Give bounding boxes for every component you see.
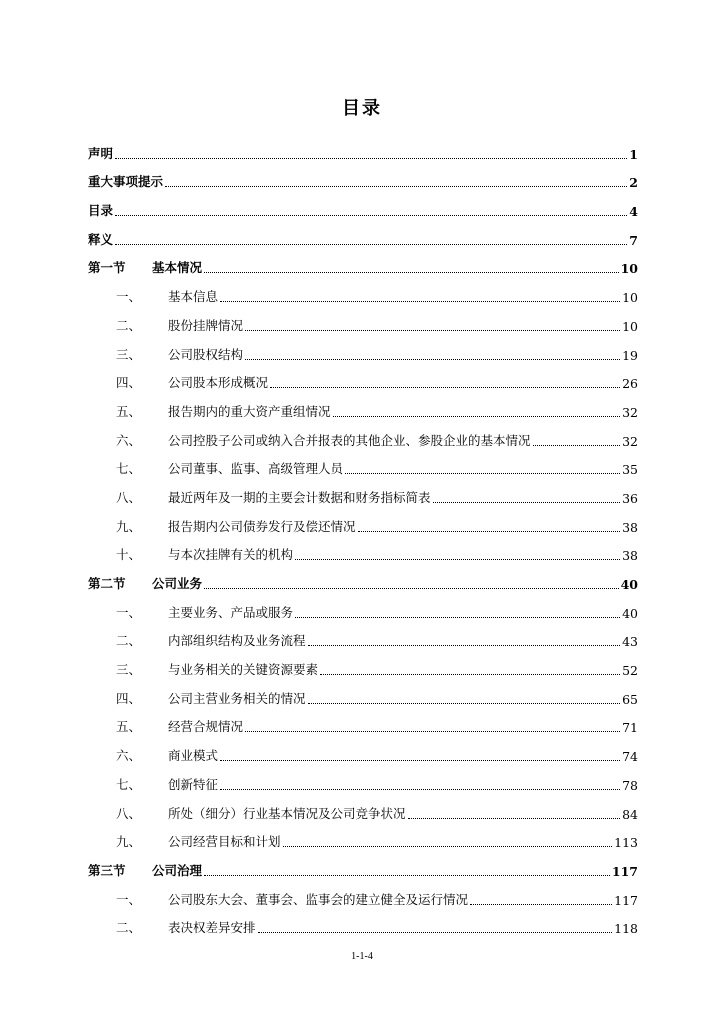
page-footer-number: 1-1-4 <box>351 951 373 962</box>
dot-leader <box>470 904 612 905</box>
toc-entry-number: 二、 <box>116 920 142 936</box>
toc-entry-label: 与本次挂牌有关的机构 <box>168 547 294 563</box>
toc-entry-label: 主要业务、产品或服务 <box>168 604 294 620</box>
toc-entry[interactable] <box>88 649 638 678</box>
toc-entry-page-number: 38 <box>622 548 638 564</box>
toc-entry-page-number: 7 <box>629 232 638 248</box>
toc-entry-number: 四、 <box>116 690 142 706</box>
toc-entry-number: 五、 <box>116 403 142 419</box>
dot-leader <box>245 330 620 331</box>
toc-entry[interactable] <box>88 420 638 449</box>
dot-leader <box>115 215 627 216</box>
dot-leader <box>320 674 620 675</box>
dot-leader <box>220 789 620 790</box>
toc-entry-number: 第一节 <box>88 260 126 276</box>
toc-entry[interactable] <box>88 764 638 793</box>
dot-leader <box>220 760 620 761</box>
toc-entry[interactable] <box>88 276 638 305</box>
toc-entry[interactable] <box>88 248 638 277</box>
toc-entry-label: 重大事项提示 <box>88 174 164 190</box>
toc-entry-label: 公司治理 <box>152 862 203 878</box>
toc-entry-label: 报告期内的重大资产重组情况 <box>168 403 331 419</box>
toc-entry-number: 八、 <box>116 489 142 505</box>
toc-entry[interactable] <box>88 707 638 736</box>
toc-entry-label: 所处（细分）行业基本情况及公司竞争状况 <box>168 805 406 821</box>
toc-entry-number: 五、 <box>116 719 142 735</box>
toc-entry-page-number: 10 <box>622 318 638 334</box>
toc-entry-number: 一、 <box>116 289 142 305</box>
dot-leader <box>533 445 621 446</box>
dot-leader <box>258 932 613 933</box>
toc-entry-page-number: 35 <box>622 462 638 478</box>
dot-leader <box>333 416 621 417</box>
toc-entry-label: 公司股东大会、董事会、监事会的建立健全及运行情况 <box>168 891 469 907</box>
toc-entry-page-number: 26 <box>622 376 638 392</box>
toc-entry-page-number: 71 <box>622 720 638 736</box>
toc-entry-label: 公司业务 <box>152 576 203 591</box>
toc-entry-label: 股份挂牌情况 <box>168 317 244 333</box>
toc-entry-page-number: 2 <box>629 175 638 191</box>
toc-entry-label: 公司主营业务相关的情况 <box>168 690 306 706</box>
toc-entry[interactable] <box>88 305 638 334</box>
dot-leader <box>433 502 621 503</box>
toc-entry-label: 公司控股子公司或纳入合并报表的其他企业、参股企业的基本情况 <box>168 432 531 448</box>
page-title: 目录 <box>342 98 382 119</box>
toc-entry[interactable] <box>88 162 638 191</box>
toc-entry[interactable] <box>88 190 638 219</box>
toc-entry-page-number: 10 <box>620 261 638 277</box>
dot-leader <box>295 559 620 560</box>
toc-entry-label: 商业模式 <box>168 748 219 764</box>
toc-entry-label: 公司董事、监事、高级管理人员 <box>168 461 344 477</box>
toc-entry-number: 四、 <box>116 375 142 391</box>
toc-entry[interactable] <box>88 391 638 420</box>
toc-entry-label: 声明 <box>88 145 114 161</box>
toc-entry-number: 第二节 <box>88 576 126 591</box>
toc-entry-page-number: 74 <box>622 749 638 765</box>
toc-entry-page-number: 117 <box>611 863 638 879</box>
toc-entry-label: 基本情况 <box>152 260 203 276</box>
dot-leader <box>115 158 627 159</box>
dot-leader <box>408 818 621 819</box>
toc-entry-number: 二、 <box>116 633 142 649</box>
toc-entry[interactable] <box>88 449 638 478</box>
toc-entry-page-number: 32 <box>622 433 638 449</box>
toc-entry-label: 创新特征 <box>168 776 219 792</box>
toc-entry-label: 公司经营目标和计划 <box>168 834 281 850</box>
toc-entry-page-number: 118 <box>614 921 638 937</box>
toc-entry-label: 释义 <box>88 231 114 247</box>
toc-entry[interactable] <box>88 563 638 592</box>
dot-leader <box>345 473 620 474</box>
toc-entry[interactable] <box>88 133 638 162</box>
dot-leader <box>245 731 620 732</box>
toc-entry-number: 六、 <box>116 432 142 448</box>
toc-entry[interactable] <box>88 678 638 707</box>
dot-leader <box>115 244 627 245</box>
dot-leader <box>204 588 619 589</box>
toc-entry-number: 十、 <box>116 547 142 563</box>
toc-entry[interactable] <box>88 506 638 535</box>
dot-leader <box>308 703 621 704</box>
toc-entry-page-number: 10 <box>622 290 638 306</box>
dot-leader <box>165 186 627 187</box>
dot-leader <box>283 846 613 847</box>
dot-leader <box>270 387 620 388</box>
toc-entry-number: 一、 <box>116 891 142 907</box>
toc-entry[interactable] <box>88 793 638 822</box>
toc-entry-page-number: 36 <box>622 490 638 506</box>
toc-entry-label: 最近两年及一期的主要会计数据和财务指标简表 <box>168 489 431 505</box>
toc-entry[interactable] <box>88 908 638 937</box>
toc-entry-number: 八、 <box>116 805 142 821</box>
toc-entry[interactable] <box>88 535 638 564</box>
toc-entry-number: 九、 <box>116 834 142 850</box>
toc-entry-page-number: 43 <box>622 634 638 650</box>
toc-entry[interactable] <box>88 879 638 908</box>
toc-entry[interactable] <box>88 219 638 248</box>
dot-leader <box>204 272 619 273</box>
dot-leader <box>220 301 620 302</box>
toc-entry-number: 三、 <box>116 346 142 362</box>
toc-entry-page-number: 40 <box>622 605 638 621</box>
toc-entry-label: 内部组织结构及业务流程 <box>168 633 306 649</box>
dot-leader <box>358 531 621 532</box>
toc-entry-label: 基本信息 <box>168 289 219 305</box>
toc-entry[interactable] <box>88 822 638 851</box>
toc-entry-number: 三、 <box>116 662 142 678</box>
dot-leader <box>245 359 620 360</box>
toc-entry-page-number: 19 <box>622 347 638 363</box>
toc-entry-number: 九、 <box>116 518 142 534</box>
toc-entry-page-number: 117 <box>614 892 638 908</box>
toc-entry-label: 公司股本形成概况 <box>168 375 269 391</box>
toc-entry-page-number: 1 <box>629 146 638 162</box>
toc-entry-label: 报告期内公司债券发行及偿还情况 <box>168 518 356 534</box>
toc-entry-page-number: 4 <box>629 204 638 220</box>
toc-entry-page-number: 113 <box>614 835 638 851</box>
toc-entry[interactable] <box>88 592 638 621</box>
toc-entry-label: 与业务相关的关键资源要素 <box>168 662 319 678</box>
toc-entry-number: 二、 <box>116 317 142 333</box>
dot-leader <box>295 617 620 618</box>
toc-entry-number: 一、 <box>116 604 142 620</box>
table-of-contents <box>88 133 638 936</box>
toc-entry[interactable] <box>88 621 638 650</box>
toc-entry-page-number: 84 <box>622 806 638 822</box>
toc-entry[interactable] <box>88 735 638 764</box>
toc-entry-page-number: 52 <box>622 663 638 679</box>
toc-entry[interactable] <box>88 363 638 392</box>
toc-entry[interactable] <box>88 477 638 506</box>
toc-entry[interactable] <box>88 334 638 363</box>
toc-entry-page-number: 65 <box>622 691 638 707</box>
toc-entry-label: 目录 <box>88 203 114 219</box>
toc-entry-label: 表决权差异安排 <box>168 920 256 936</box>
toc-entry-label: 经营合规情况 <box>168 719 244 735</box>
toc-entry-page-number: 32 <box>622 404 638 420</box>
toc-entry[interactable] <box>88 850 638 879</box>
toc-entry-number: 七、 <box>116 461 142 477</box>
toc-entry-page-number: 78 <box>622 777 638 793</box>
toc-entry-number: 六、 <box>116 748 142 764</box>
dot-leader <box>204 875 610 876</box>
toc-entry-number: 第三节 <box>88 862 126 878</box>
toc-entry-page-number: 38 <box>622 519 638 535</box>
toc-entry-label: 公司股权结构 <box>168 346 244 362</box>
dot-leader <box>308 645 621 646</box>
toc-entry-page-number: 40 <box>620 577 638 592</box>
toc-entry-number: 七、 <box>116 776 142 792</box>
